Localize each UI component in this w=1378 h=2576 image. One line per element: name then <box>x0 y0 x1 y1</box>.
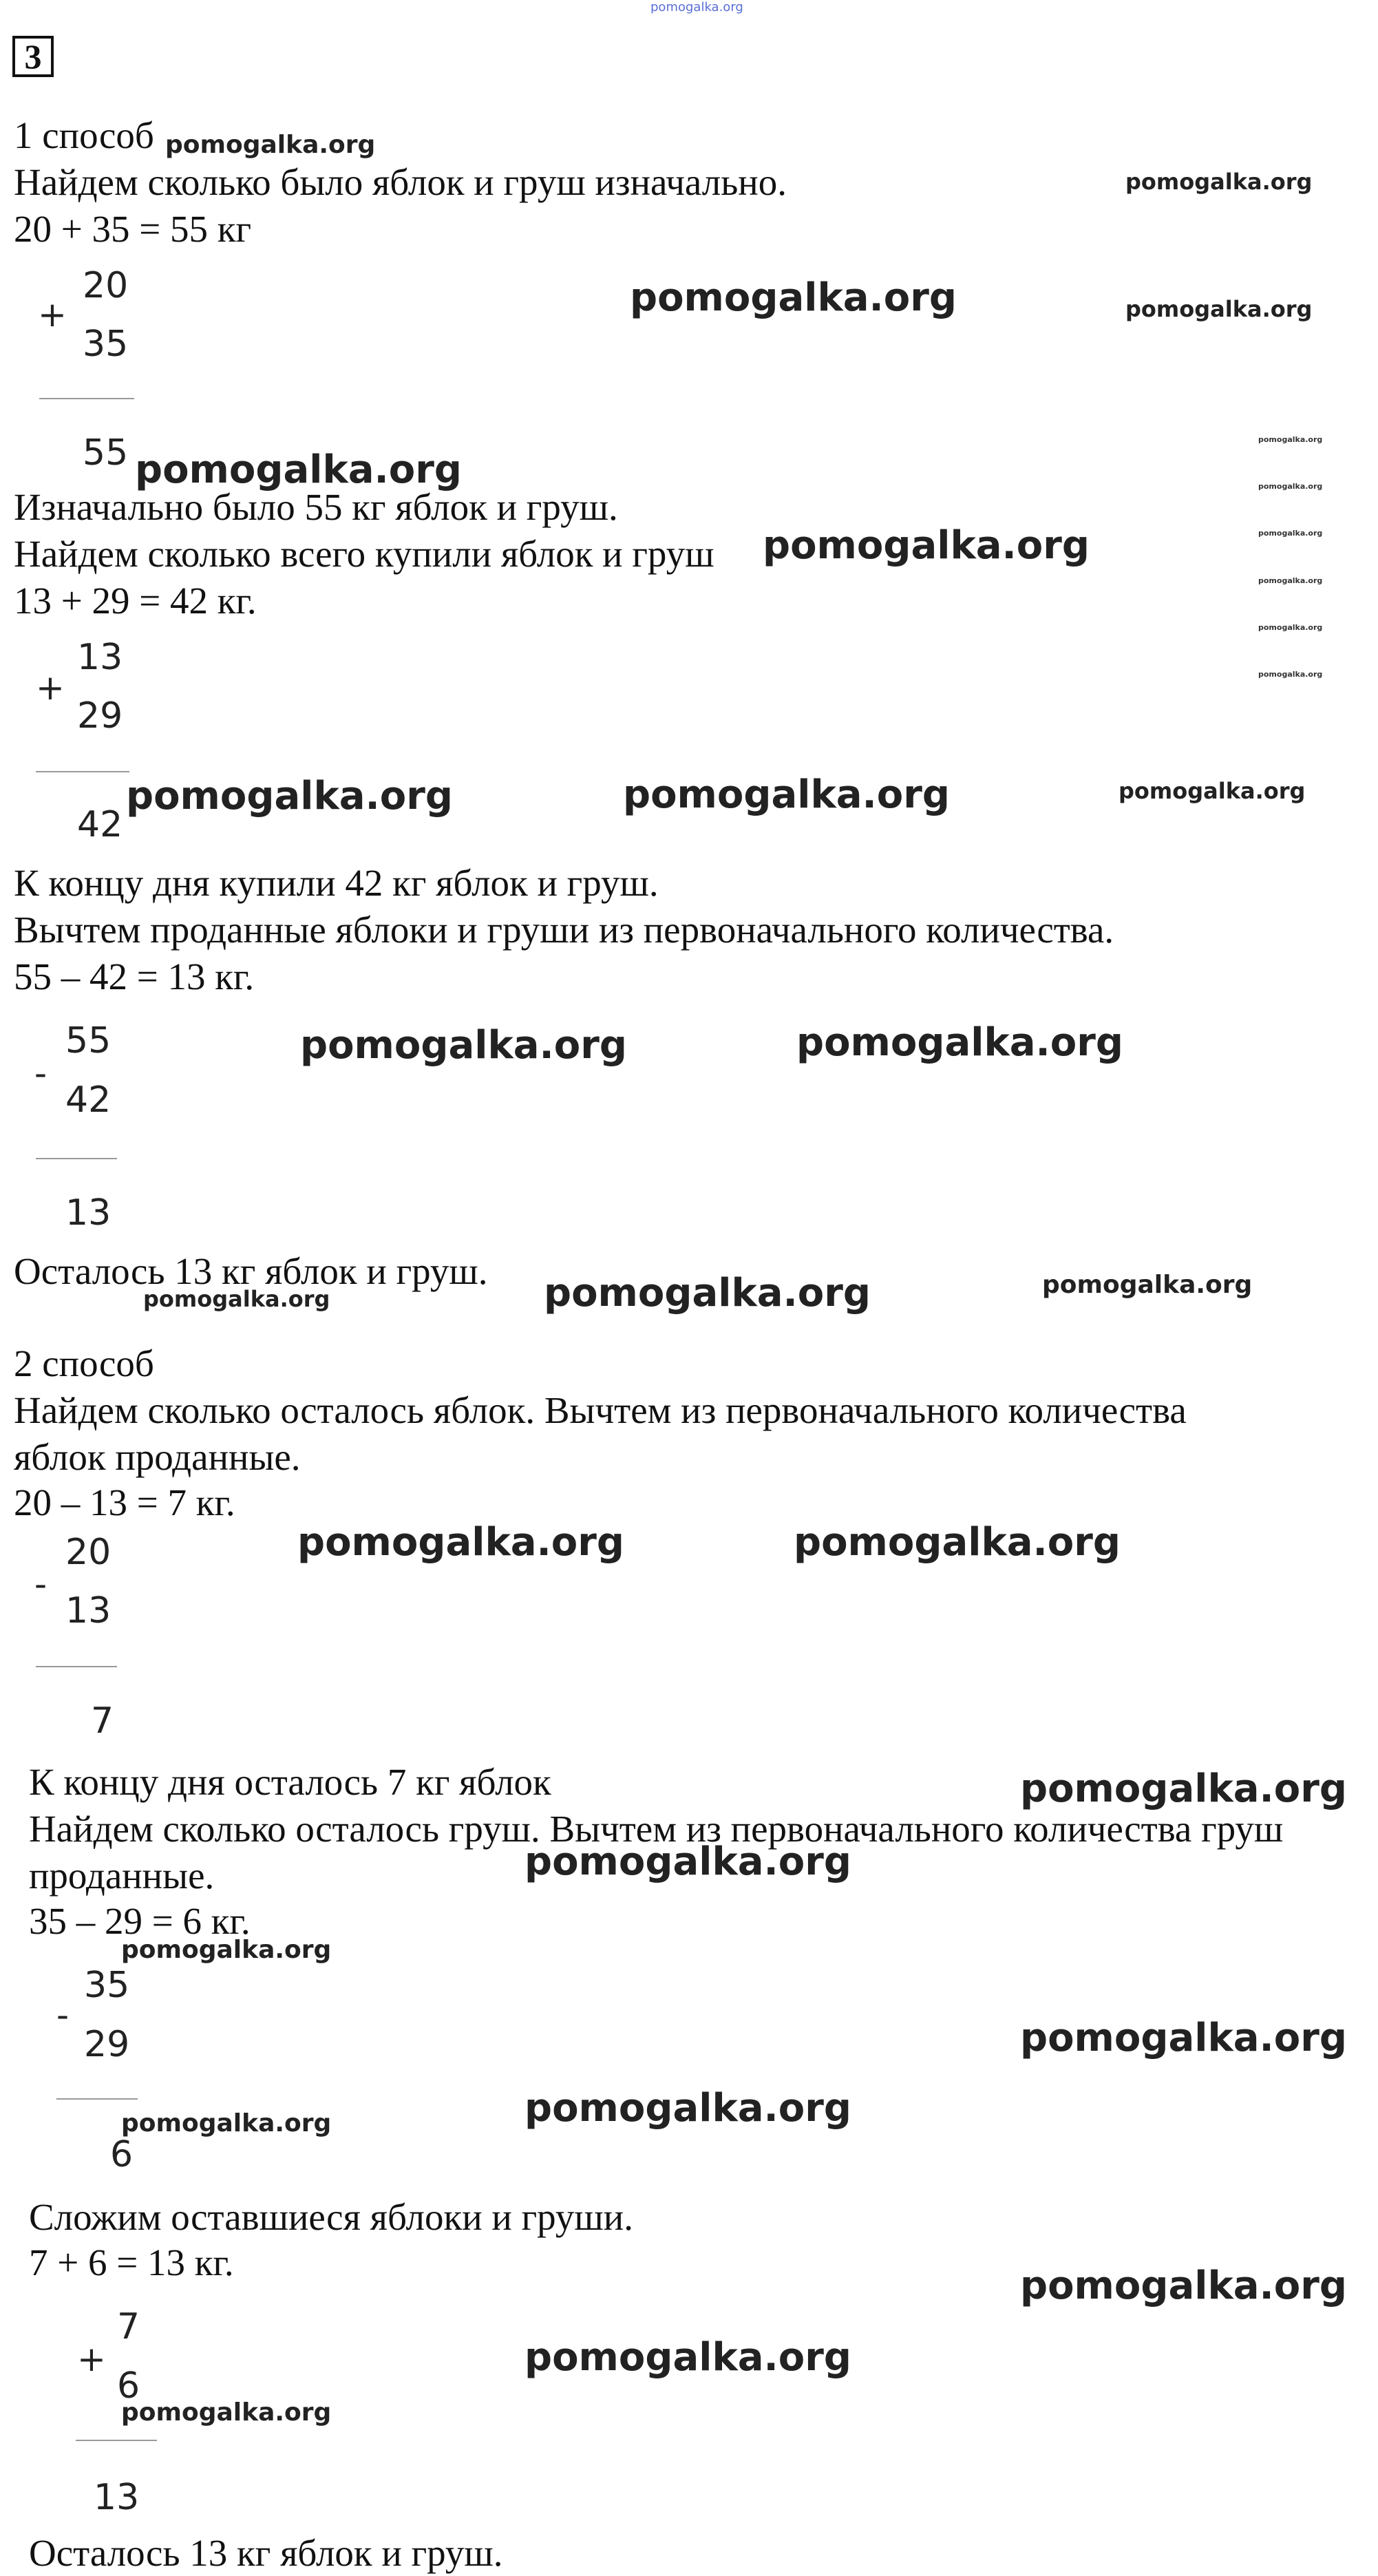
method2-eq1: 20 – 13 = 7 кг. <box>14 1481 235 1523</box>
method2-line1a: Найдем сколько осталось яблок. Вычтем из первоначального количества <box>14 1389 1187 1431</box>
watermark: pomogalka.org <box>1020 2263 1347 2308</box>
watermark: pomogalka.org <box>1119 778 1306 804</box>
method2-line3a: Найдем сколько осталось груш. Вычтем из первоначального количества груш <box>29 1808 1284 1850</box>
watermark: pomogalka.org <box>1258 576 1323 585</box>
calc3-line <box>36 1158 117 1159</box>
method1-line2: Изначально было 55 кг яблок и груш. <box>14 486 618 528</box>
watermark: pomogalka.org <box>1125 296 1313 322</box>
calc3-op: - <box>34 1053 47 1093</box>
method2-line4: Сложим оставшиеся яблоки и груши. <box>29 2196 633 2238</box>
calc2-bottom: 29 <box>77 695 123 737</box>
watermark: pomogalka.org <box>1258 670 1323 679</box>
method1-line3: Найдем сколько всего купили яблок и груш <box>14 533 714 575</box>
calc4-top: 20 <box>65 1532 112 1573</box>
watermark: pomogalka.org <box>524 1839 851 1884</box>
calc6-line <box>76 2440 157 2441</box>
calc4-result: 7 <box>91 1700 114 1742</box>
method1-line4: К концу дня купили 42 кг яблок и груш. <box>14 862 659 904</box>
calc6-result: 13 <box>94 2477 140 2518</box>
method1-eq2: 13 + 29 = 42 кг. <box>14 580 257 622</box>
site-url-top[interactable]: pomogalka.org <box>650 0 743 14</box>
watermark: pomogalka.org <box>121 1936 332 1964</box>
calc6-top: 7 <box>117 2306 140 2347</box>
method1-line5: Вычтем проданные яблоки и груши из первоначального количества. <box>14 909 1114 951</box>
method2-line2: К концу дня осталось 7 кг яблок <box>29 1761 551 1803</box>
watermark: pomogalka.org <box>524 2335 851 2380</box>
calc1-bottom: 35 <box>83 324 129 365</box>
watermark: pomogalka.org <box>1258 482 1323 491</box>
calc6-bottom: 6 <box>117 2365 140 2407</box>
watermark: pomogalka.org <box>126 774 453 819</box>
calc1-line <box>39 398 134 399</box>
calc4-bottom: 13 <box>65 1590 112 1632</box>
watermark: pomogalka.org <box>630 275 957 320</box>
calc3-result: 13 <box>65 1192 112 1234</box>
watermark: pomogalka.org <box>1020 2016 1347 2060</box>
calc1-op: + <box>38 295 67 335</box>
watermark: pomogalka.org <box>623 772 950 817</box>
calc1-top: 20 <box>83 265 129 306</box>
method2-line1b: яблок проданные. <box>14 1436 301 1478</box>
watermark: pomogalka.org <box>796 1020 1123 1065</box>
watermark: pomogalka.org <box>1020 1766 1347 1811</box>
calc2-op: + <box>36 668 65 708</box>
calc2-top: 13 <box>77 637 123 678</box>
method2-eq2: 35 – 29 = 6 кг. <box>29 1900 251 1942</box>
method1-eq3: 55 – 42 = 13 кг. <box>14 956 255 997</box>
method2-eq3: 7 + 6 = 13 кг. <box>29 2241 234 2283</box>
watermark: pomogalka.org <box>794 1520 1121 1565</box>
calc5-bottom: 29 <box>84 2024 130 2065</box>
task-number: 3 <box>12 36 54 77</box>
watermark: pomogalka.org <box>297 1520 624 1565</box>
method1-eq1: 20 + 35 = 55 кг <box>14 208 252 250</box>
calc4-line <box>36 1666 117 1667</box>
watermark: pomogalka.org <box>135 447 462 492</box>
watermark: pomogalka.org <box>121 2109 332 2137</box>
calc5-top: 35 <box>84 1965 130 2006</box>
watermark: pomogalka.org <box>544 1271 871 1316</box>
watermark: pomogalka.org <box>524 2086 851 2131</box>
method2-line5: Осталось 13 кг яблок и груш. <box>29 2532 503 2574</box>
calc2-line <box>36 771 129 772</box>
calc3-bottom: 42 <box>65 1079 112 1121</box>
calc2-result: 42 <box>77 804 123 845</box>
watermark: pomogalka.org <box>300 1023 627 1068</box>
watermark: pomogalka.org <box>1258 529 1323 538</box>
method1-heading: 1 способ <box>14 114 154 156</box>
watermark: pomogalka.org <box>143 1286 330 1312</box>
calc1-result: 55 <box>83 432 129 474</box>
method2-line3b: проданные. <box>29 1855 215 1897</box>
watermark: pomogalka.org <box>165 131 376 159</box>
watermark: pomogalka.org <box>763 523 1090 568</box>
watermark: pomogalka.org <box>1258 435 1323 444</box>
calc6-op: + <box>77 2339 106 2379</box>
calc5-result: 6 <box>110 2134 134 2175</box>
watermark: pomogalka.org <box>1258 623 1323 632</box>
watermark: pomogalka.org <box>121 2398 332 2427</box>
method1-line6: Осталось 13 кг яблок и груш. <box>14 1250 488 1292</box>
watermark: pomogalka.org <box>1042 1271 1253 1299</box>
calc3-top: 55 <box>65 1020 112 1062</box>
calc5-op: - <box>56 1995 70 2035</box>
calc5-line <box>56 2098 138 2100</box>
calc4-op: - <box>34 1564 47 1604</box>
method2-heading: 2 способ <box>14 1342 154 1384</box>
watermark: pomogalka.org <box>1125 169 1313 195</box>
method1-line1: Найдем сколько было яблок и груш изначально. <box>14 161 787 203</box>
